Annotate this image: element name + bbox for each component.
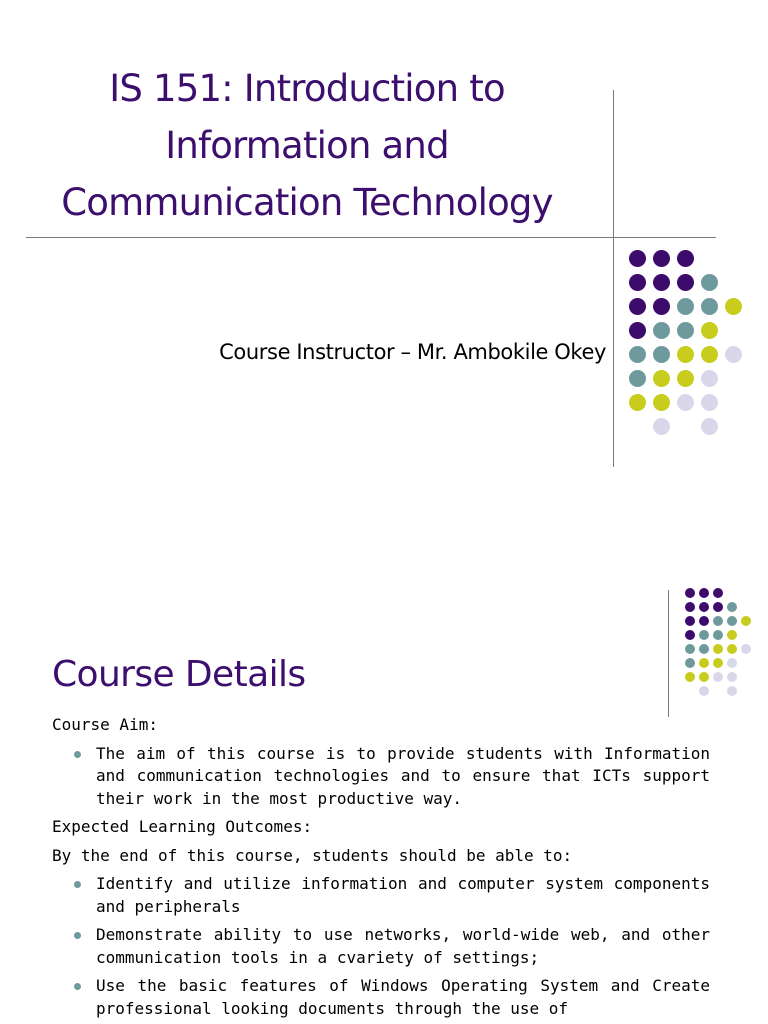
decorative-dot bbox=[677, 298, 694, 315]
decorative-dot bbox=[713, 616, 723, 626]
decorative-dot bbox=[699, 630, 709, 640]
decorative-dot bbox=[713, 630, 723, 640]
decorative-dot bbox=[741, 644, 751, 654]
decorative-dot bbox=[727, 686, 737, 696]
list-item-text: Identify and utilize information and computer system components and peripherals bbox=[96, 874, 710, 916]
slide-body bbox=[52, 714, 710, 1024]
decorative-dot bbox=[685, 644, 695, 654]
list-item bbox=[52, 743, 710, 811]
decorative-dot bbox=[725, 346, 742, 363]
course-aim-list bbox=[52, 743, 710, 811]
decorative-dot bbox=[685, 602, 695, 612]
decorative-dot bbox=[741, 616, 751, 626]
decorative-dot bbox=[701, 322, 718, 339]
decorative-dot bbox=[701, 298, 718, 315]
decorative-dot bbox=[701, 370, 718, 387]
decorative-dot bbox=[701, 394, 718, 411]
decorative-dot bbox=[727, 616, 737, 626]
course-instructor: Course Instructor – Mr. Ambokile Okey bbox=[219, 340, 606, 364]
decorative-dot bbox=[653, 298, 670, 315]
decorative-dot bbox=[629, 322, 646, 339]
decorative-dot bbox=[653, 346, 670, 363]
decorative-dot bbox=[701, 274, 718, 291]
decorative-dot bbox=[701, 346, 718, 363]
decorative-dot bbox=[677, 370, 694, 387]
decorative-dot bbox=[699, 602, 709, 612]
decorative-dot bbox=[699, 588, 709, 598]
list-item-text: Demonstrate ability to use networks, world-wide web, and other communication tools in a cvariety of settings; bbox=[96, 925, 710, 967]
course-details-slide bbox=[0, 512, 768, 1024]
decorative-dot bbox=[713, 672, 723, 682]
course-title bbox=[24, 60, 590, 231]
decorative-dot bbox=[629, 298, 646, 315]
decorative-dot bbox=[685, 630, 695, 640]
outcomes-list bbox=[52, 873, 710, 1020]
decorative-dot bbox=[653, 418, 670, 435]
decorative-dot bbox=[699, 686, 709, 696]
decorative-dot bbox=[699, 658, 709, 668]
decorative-dot bbox=[653, 250, 670, 267]
decorative-dot bbox=[727, 644, 737, 654]
decorative-dot bbox=[685, 672, 695, 682]
decorative-dot bbox=[653, 370, 670, 387]
course-title-line: Information and bbox=[165, 124, 449, 167]
list-item bbox=[52, 924, 710, 969]
vertical-divider bbox=[613, 90, 614, 467]
decorative-dot bbox=[629, 274, 646, 291]
outcomes-intro: By the end of this course, students should be able to: bbox=[52, 845, 573, 865]
course-title-line: Communication Technology bbox=[61, 181, 553, 224]
bullet-icon bbox=[74, 881, 81, 888]
decorative-dot bbox=[727, 630, 737, 640]
decorative-dot bbox=[725, 298, 742, 315]
list-item-text: The aim of this course is to provide students with Information and communication technologies and to ensure that ICTs support their work in the most productive way. bbox=[96, 743, 710, 808]
decorative-dot bbox=[727, 658, 737, 668]
vertical-divider bbox=[668, 590, 669, 717]
decorative-dot bbox=[677, 274, 694, 291]
slide-title: Course Details bbox=[52, 654, 306, 695]
decorative-dot bbox=[653, 274, 670, 291]
decorative-dot bbox=[685, 658, 695, 668]
decorative-dot bbox=[713, 644, 723, 654]
outcomes-label: Expected Learning Outcomes: bbox=[52, 817, 313, 836]
decorative-dot bbox=[677, 322, 694, 339]
decorative-dot bbox=[653, 322, 670, 339]
list-item bbox=[52, 873, 710, 918]
list-item bbox=[52, 975, 710, 1020]
decorative-dot bbox=[713, 658, 723, 668]
decorative-dot bbox=[727, 602, 737, 612]
decorative-dot bbox=[699, 672, 709, 682]
decorative-dot bbox=[629, 346, 646, 363]
decorative-dot bbox=[629, 250, 646, 267]
course-title-line: IS 151: Introduction to bbox=[109, 67, 505, 110]
bullet-icon bbox=[74, 983, 81, 990]
decorative-dot bbox=[699, 644, 709, 654]
decorative-dot bbox=[727, 672, 737, 682]
decorative-dot bbox=[677, 346, 694, 363]
decorative-dot bbox=[677, 250, 694, 267]
decorative-dot bbox=[685, 588, 695, 598]
list-item-text: Use the basic features of Windows Operating System and Create professional looking documents through the use of bbox=[96, 976, 710, 1018]
decorative-dot bbox=[713, 588, 723, 598]
decorative-dot bbox=[677, 394, 694, 411]
decorative-dot bbox=[685, 616, 695, 626]
decorative-dot bbox=[653, 394, 670, 411]
decorative-dot bbox=[713, 602, 723, 612]
decorative-dot bbox=[699, 616, 709, 626]
decorative-dot bbox=[701, 418, 718, 435]
bullet-icon bbox=[74, 751, 81, 758]
course-aim-label: Course Aim: bbox=[52, 715, 158, 734]
decorative-dot bbox=[629, 370, 646, 387]
decorative-dot bbox=[629, 394, 646, 411]
bullet-icon bbox=[74, 932, 81, 939]
